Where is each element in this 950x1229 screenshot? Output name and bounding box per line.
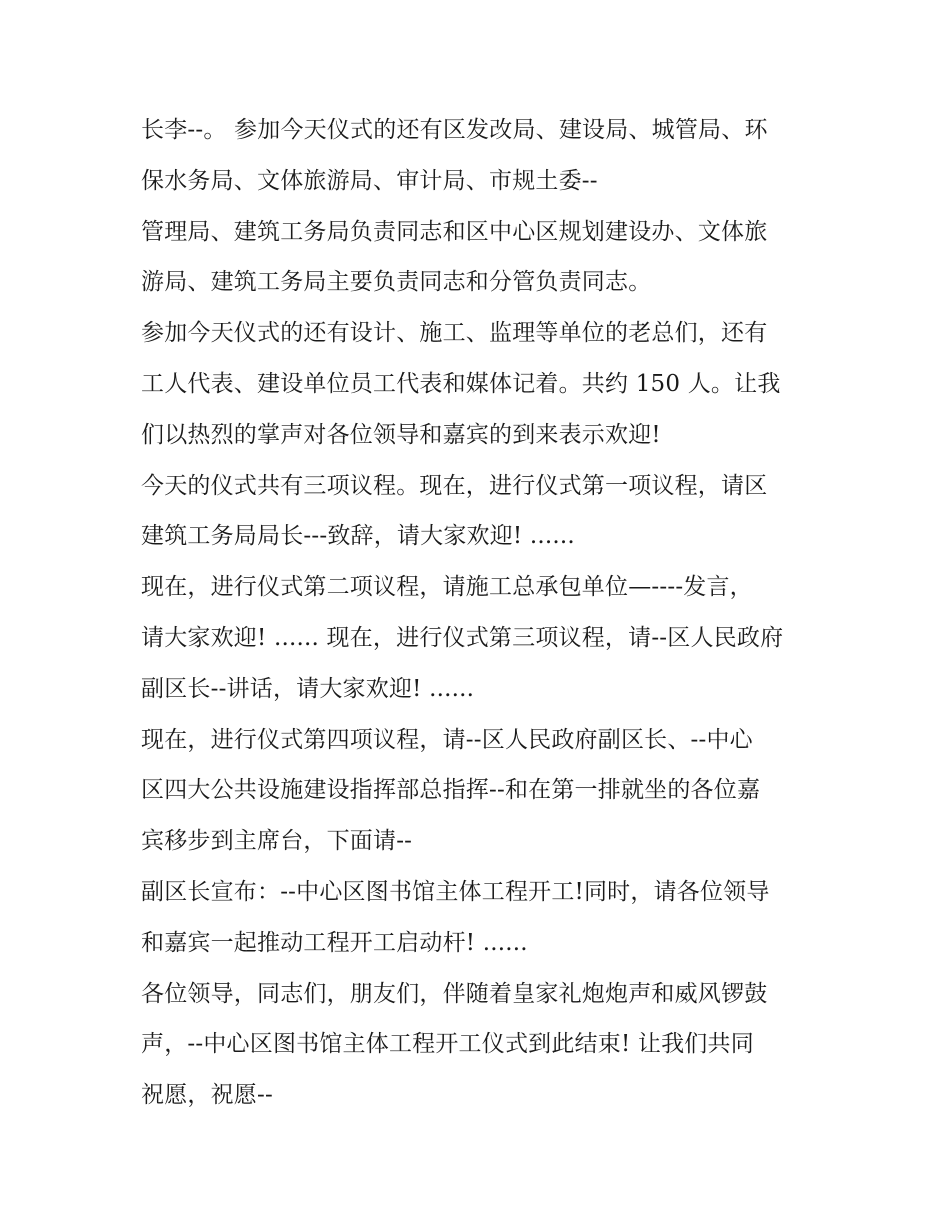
text-line: 工人代表、建设单位员工代表和媒体记着。共约 150 人。让我	[141, 370, 781, 397]
text-line: 各位领导，同志们，朋友们，伴随着皇家礼炮炮声和威风锣鼓	[141, 980, 768, 1007]
text-line: 游局、建筑工务局主要负责同志和分管负责同志。	[141, 269, 652, 296]
text-line: 宾移步到主席台，下面请--	[141, 828, 413, 855]
text-line: 参加今天仪式的还有设计、施工、监理等单位的老总们，还有	[141, 320, 768, 347]
text-line: 声，--中心区图书馆主体工程开工仪式到此结束! 让我们共同	[141, 1031, 754, 1058]
text-line: 现在，进行仪式第二项议程，请施工总承包单位—----发言，	[141, 574, 753, 601]
text-line: 区四大公共设施建设指挥部总指挥--和在第一排就坐的各位嘉	[141, 777, 761, 804]
text-line: 和嘉宾一起推动工程开工启动杆! ......	[141, 929, 528, 956]
document-body	[141, 105, 821, 1121]
text-line: 副区长宣布：--中心区图书馆主体工程开工!同时，请各位领导	[141, 878, 770, 905]
text-line: 副区长--讲话，请大家欢迎! ......	[141, 675, 475, 702]
text-line: 祝愿，祝愿--	[141, 1082, 273, 1109]
text-line: 建筑工务局局长---致辞，请大家欢迎! ......	[141, 523, 575, 550]
text-line: 今天的仪式共有三项议程。现在，进行仪式第一项议程，请区	[141, 472, 768, 499]
text-line: 管理局、建筑工务局负责同志和区中心区规划建设办、文体旅	[141, 218, 768, 245]
text-line: 现在，进行仪式第四项议程，请--区人民政府副区长、--中心	[141, 726, 753, 753]
text-line: 们以热烈的掌声对各位领导和嘉宾的到来表示欢迎!	[141, 421, 661, 448]
text-line: 请大家欢迎! ...... 现在，进行仪式第三项议程，请--区人民政府	[141, 624, 784, 651]
text-line: 长李--。 参加今天仪式的还有区发改局、建设局、城管局、环	[141, 117, 768, 143]
text-line: 保水务局、文体旅游局、审计局、市规土委--	[141, 167, 598, 194]
